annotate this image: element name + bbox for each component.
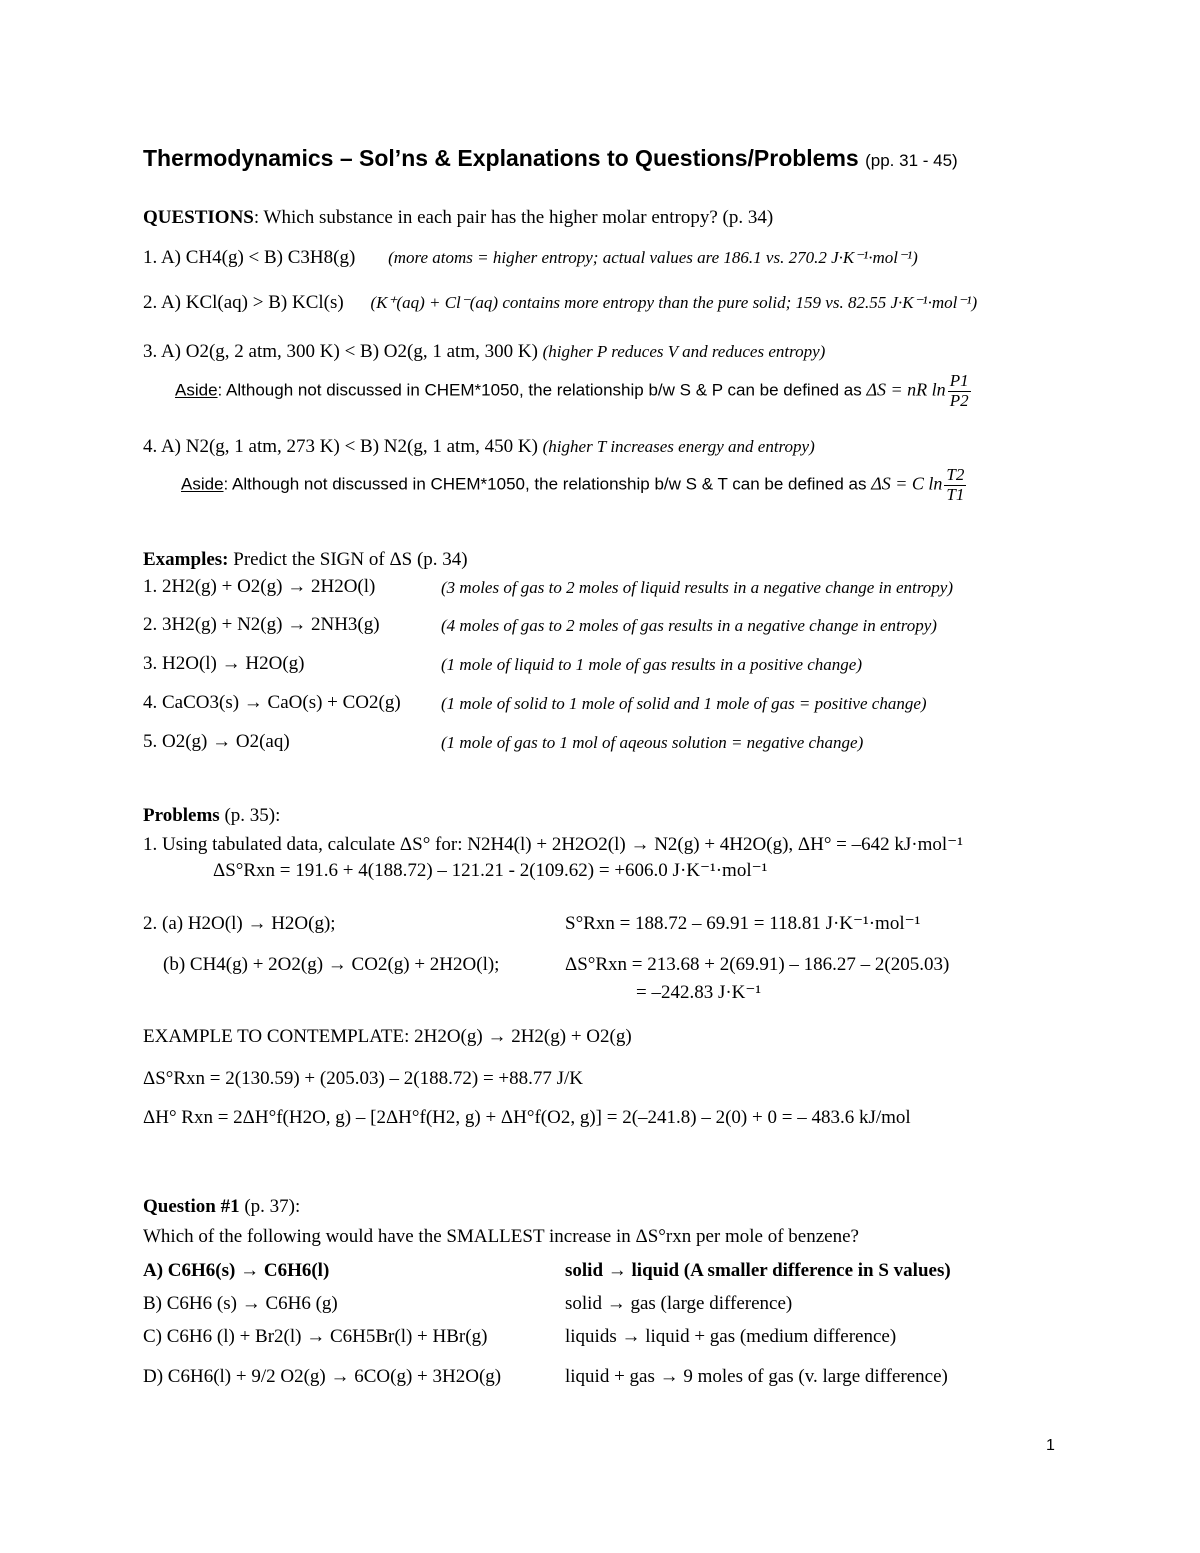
contemplate-entropy: ΔS°Rxn = 2(130.59) + (205.03) – 2(188.72) = +88.77 J/K: [143, 1068, 584, 1089]
option-c-equation: C) C6H6 (l) + Br2(l) → C6H5Br(l) + HBr(g): [143, 1326, 488, 1347]
question-3-note: (higher P reduces V and reduces entropy): [542, 342, 826, 361]
examples-heading: Examples:: [143, 549, 229, 570]
aside-pressure-text: : Although not discussed in CHEM*1050, the relationship b/w S & P can be defined as: [217, 380, 862, 400]
question-2-note: (K⁺(aq) + Cl⁻(aq) contains more entropy than the pure solid; 159 vs. 82.55 J·K⁻¹·mol⁻¹): [370, 293, 978, 312]
option-c-answer: liquids → liquid + gas (medium difference): [565, 1326, 897, 1347]
pressure-fraction-numerator: P1: [949, 371, 969, 390]
option-b-answer: solid → gas (large difference): [565, 1293, 793, 1314]
example-3-note: (1 mole of liquid to 1 mole of gas results in a positive change): [441, 655, 863, 674]
problems-heading-line: [143, 805, 280, 827]
option-a-answer: solid → liquid (A smaller difference in S values): [565, 1260, 951, 1281]
question1-heading-line: [143, 1196, 300, 1218]
problem-1-calculation: ΔS°Rxn = 191.6 + 4(188.72) – 121.21 - 2(109.62) = +606.0 J·K⁻¹·mol⁻¹: [213, 860, 768, 881]
example-2-equation: 2. 3H2(g) + N2(g) → 2NH3(g): [143, 614, 380, 635]
temperature-fraction: [944, 466, 966, 504]
aside-pressure-label: Aside: [175, 380, 218, 400]
question-4-text: 4. A) N2(g, 1 atm, 273 K) < B) N2(g, 1 atm, 450 K): [143, 436, 538, 457]
question-1-text: 1. A) CH4(g) < B) C3H8(g): [143, 247, 356, 268]
temperature-fraction-denominator: T1: [946, 484, 965, 504]
questions-heading: QUESTIONS: [143, 207, 254, 228]
question-2: [143, 292, 977, 314]
option-d-equation: D) C6H6(l) + 9/2 O2(g) → 6CO(g) + 3H2O(g): [143, 1366, 502, 1387]
problem-2b-result: = –242.83 J·K⁻¹: [636, 982, 762, 1003]
aside-temperature-label: Aside: [181, 474, 224, 494]
problem-2b-calculation: ΔS°Rxn = 213.68 + 2(69.91) – 186.27 – 2(205.03): [565, 954, 950, 975]
page-title: [143, 145, 958, 171]
question-1-note: (more atoms = higher entropy; actual values are 186.1 vs. 270.2 J·K⁻¹·mol⁻¹): [388, 248, 918, 267]
example-1-note: (3 moles of gas to 2 moles of liquid results in a negative change in entropy): [441, 578, 953, 597]
option-a-equation: A) C6H6(s) → C6H6(l): [143, 1260, 330, 1281]
examples-heading-line: [143, 549, 468, 571]
question-1: [143, 247, 918, 269]
temperature-fraction-numerator: T2: [946, 465, 965, 484]
contemplate-enthalpy: ΔH° Rxn = 2ΔH°f(H2O, g) – [2ΔH°f(H2, g) + ΔH°f(O2, g)] = 2(–241.8) – 2(0) + 0 = – 483.6 kJ/mol: [143, 1107, 911, 1128]
problems-page: (p. 35):: [224, 805, 281, 826]
question1-page: (p. 37):: [244, 1196, 301, 1217]
example-4-note: (1 mole of solid to 1 mole of solid and 1 mole of gas = positive change): [441, 694, 927, 713]
aside-pressure-formula: ΔS = nR ln: [866, 379, 946, 400]
problem-2a-calculation: S°Rxn = 188.72 – 69.91 = 118.81 J·K⁻¹·mol⁻¹: [565, 913, 921, 934]
example-3-equation: 3. H2O(l) → H2O(g): [143, 653, 305, 674]
pressure-fraction: [948, 372, 971, 410]
title-main: Thermodynamics – Sol’ns & Explanations to Questions/Problems: [143, 145, 859, 171]
problems-heading: Problems: [143, 805, 220, 826]
example-2-note: (4 moles of gas to 2 moles of gas results in a negative change in entropy): [441, 616, 937, 635]
questions-heading-line: [143, 207, 773, 229]
question1-heading: Question #1: [143, 1196, 240, 1217]
example-4-equation: 4. CaCO3(s) → CaO(s) + CO2(g): [143, 692, 401, 713]
example-5-note: (1 mole of gas to 1 mol of aqeous solution = negative change): [441, 733, 864, 752]
problem-2a-equation: 2. (a) H2O(l) → H2O(g);: [143, 913, 336, 934]
page-number: 1: [1046, 1437, 1055, 1454]
question1-prompt: Which of the following would have the SMALLEST increase in ΔS°rxn per mole of benzene?: [143, 1226, 859, 1247]
question-3-text: 3. A) O2(g, 2 atm, 300 K) < B) O2(g, 1 atm, 300 K): [143, 341, 538, 362]
option-d-answer: liquid + gas → 9 moles of gas (v. large difference): [565, 1366, 948, 1387]
aside-temperature: [181, 466, 968, 504]
pressure-fraction-denominator: P2: [949, 390, 969, 410]
question-4-note: (higher T increases energy and entropy): [542, 437, 815, 456]
contemplate-heading: EXAMPLE TO CONTEMPLATE: 2H2O(g) → 2H2(g) + O2(g): [143, 1026, 632, 1047]
aside-temperature-formula: ΔS = C ln: [871, 473, 943, 494]
question-2-text: 2. A) KCl(aq) > B) KCl(s): [143, 292, 344, 313]
option-b-equation: B) C6H6 (s) → C6H6 (g): [143, 1293, 338, 1314]
aside-temperature-text: : Although not discussed in CHEM*1050, the relationship b/w S & T can be defined as: [223, 474, 867, 494]
question-3: [143, 341, 825, 363]
title-pages: (pp. 31 - 45): [865, 151, 958, 170]
problem-1-text: 1. Using tabulated data, calculate ΔS° for: N2H4(l) + 2H2O2(l) → N2(g) + 4H2O(g), ΔH° = –642 kJ·mol⁻¹: [143, 834, 963, 855]
question-4: [143, 436, 815, 458]
examples-prompt: Predict the SIGN of ΔS (p. 34): [233, 549, 468, 570]
problem-2b-equation: (b) CH4(g) + 2O2(g) → CO2(g) + 2H2O(l);: [163, 954, 500, 975]
example-1-equation: 1. 2H2(g) + O2(g) → 2H2O(l): [143, 576, 376, 597]
example-5-equation: 5. O2(g) → O2(aq): [143, 731, 290, 752]
questions-prompt: : Which substance in each pair has the higher molar entropy? (p. 34): [253, 207, 774, 228]
aside-pressure: [175, 372, 973, 410]
